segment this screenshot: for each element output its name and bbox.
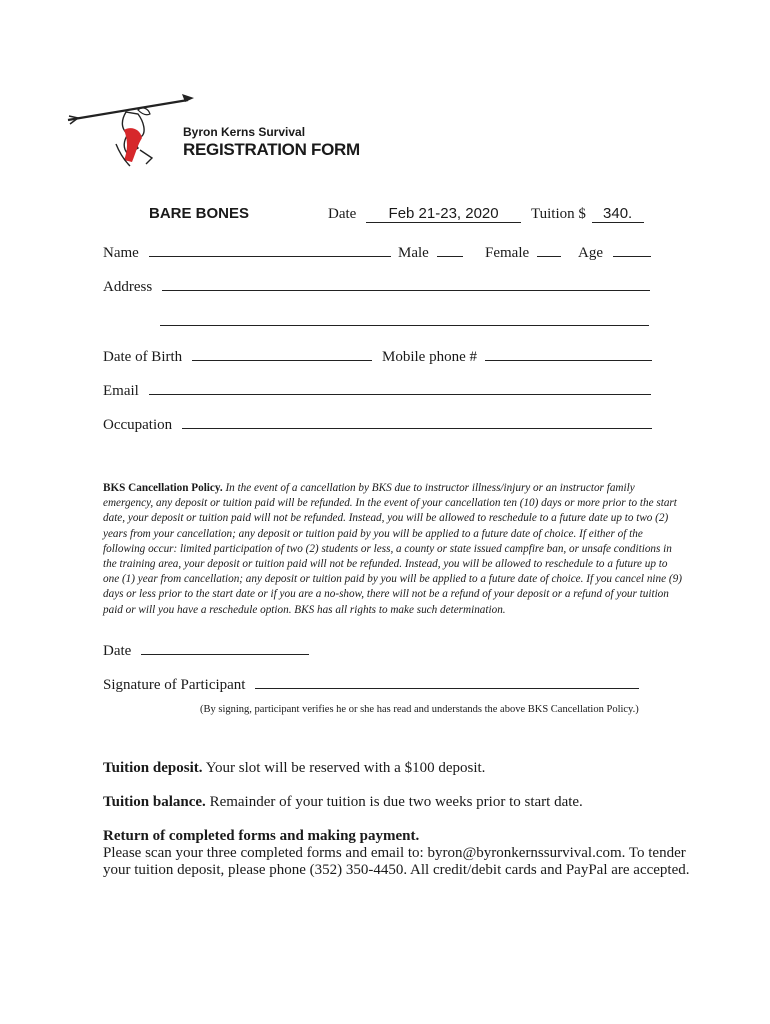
name-field[interactable] bbox=[149, 240, 391, 257]
mobile-field[interactable] bbox=[485, 344, 652, 361]
female-field[interactable] bbox=[537, 240, 561, 257]
policy-heading: BKS Cancellation Policy. bbox=[103, 482, 223, 494]
address-field-line-2[interactable] bbox=[160, 309, 649, 326]
dob-label: Date of Birth bbox=[103, 349, 183, 365]
tuition-field[interactable]: 340. bbox=[592, 206, 644, 223]
mobile-label: Mobile phone # bbox=[382, 349, 477, 365]
cancellation-policy bbox=[103, 481, 683, 618]
name-label: Name bbox=[103, 245, 139, 261]
course-date-field[interactable]: Feb 21-23, 2020 bbox=[366, 206, 521, 223]
male-field[interactable] bbox=[437, 240, 463, 257]
form-title: REGISTRATION FORM bbox=[183, 140, 360, 159]
balance-info bbox=[103, 794, 583, 811]
male-label: Male bbox=[398, 245, 429, 261]
address-label: Address bbox=[103, 279, 153, 295]
policy-text: In the event of a cancellation by BKS due to instructor illness/injury or an instructor family emergency, any deposit or tuition paid will be refunded. In the event of your cancellation ten (10) days or more prior to the start date, your deposit or tuition paid will not be refunded. Instead, you will be allowed to reschedule to a future date up to two (2) years from your cancellation; any deposit or tuition paid by you will be applied to a future date of choice. If either of the following occur: limited participation of two (2) students or less, a county or state issued campfire ban, or unsafe conditions in the training area, your deposit or tuition paid will not be refunded. Instead, you will be allowed to reschedule to a future up to one (1) year from cancellation; any deposit or tuition paid by you will be applied to a future date of choice. If you cancel nine (9) days or less prior to the start date or if you are a no-show, there will not be a refund of your deposit or a refund of your tuition paid or will you have a reschedule option. BKS has all rights to make such determination. bbox=[103, 482, 682, 616]
occupation-label: Occupation bbox=[103, 417, 173, 433]
return-text: Please scan your three completed forms and email to: byron@byronkernssurvival.com. To tender your tuition deposit, please phone (352) 350-4450. All credit/debit cards and PayPal are accepted. bbox=[103, 845, 690, 878]
deposit-heading: Tuition deposit. bbox=[103, 760, 203, 776]
email-label: Email bbox=[103, 383, 139, 399]
deposit-text: Your slot will be reserved with a $100 deposit. bbox=[205, 760, 486, 776]
return-heading: Return of completed forms and making payment. bbox=[103, 828, 420, 844]
age-label: Age bbox=[578, 245, 603, 261]
balance-heading: Tuition balance. bbox=[103, 794, 206, 810]
date-label: Date bbox=[328, 206, 357, 222]
signature-field[interactable] bbox=[255, 672, 639, 689]
org-name: Byron Kerns Survival bbox=[183, 125, 306, 139]
address-field[interactable] bbox=[162, 274, 650, 291]
return-info bbox=[103, 828, 703, 879]
signature-label: Signature of Participant bbox=[103, 677, 246, 693]
female-label: Female bbox=[485, 245, 530, 261]
balance-text: Remainder of your tuition is due two weeks prior to start date. bbox=[209, 794, 583, 810]
age-field[interactable] bbox=[613, 240, 651, 257]
dob-field[interactable] bbox=[192, 344, 372, 361]
deposit-info bbox=[103, 760, 485, 777]
signature-note: (By signing, participant verifies he or she has read and understands the above BKS Cancellation Policy.) bbox=[200, 704, 639, 715]
course-name: BARE BONES bbox=[149, 205, 250, 222]
tuition-label: Tuition $ bbox=[531, 206, 586, 222]
email-field[interactable] bbox=[149, 378, 651, 395]
signature-date-field[interactable] bbox=[141, 638, 309, 655]
occupation-field[interactable] bbox=[182, 412, 652, 429]
signature-date-label: Date bbox=[103, 643, 132, 659]
